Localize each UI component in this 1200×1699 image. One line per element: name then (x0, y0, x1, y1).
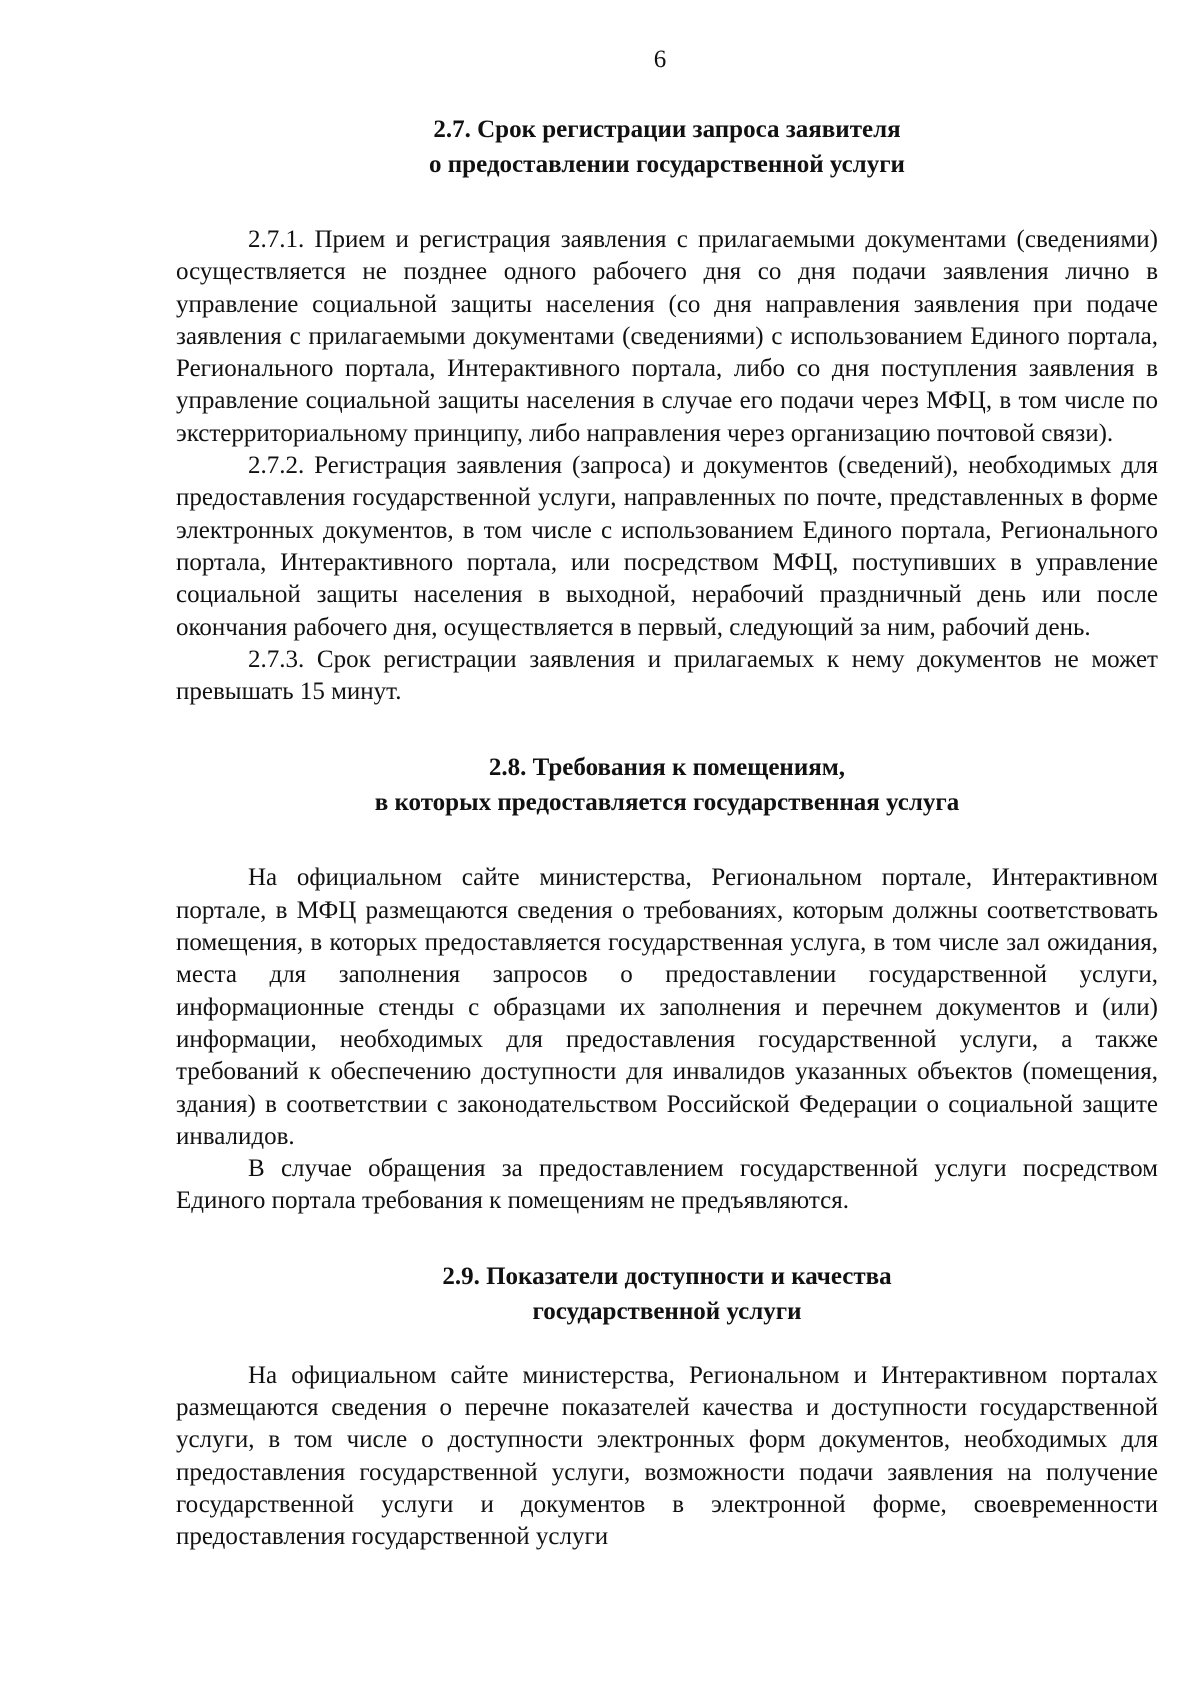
heading-line: 2.7. Срок регистрации запроса заявителя (433, 116, 901, 143)
heading-line: в которых предоставляется государственная услуга (374, 789, 960, 817)
paragraph-2-7-2: 2.7.2. Регистрация заявления (запроса) и документов (сведений), необходимых для предоставления государственной услуги, направленных по почте, представленных в форме электронных документов, в том числе с использованием Единого портала, Регионального портала, Интерактивного портала, или посредством МФЦ, поступивших в управление социальной защиты населения в выходной, нерабочий праздничный день или после окончания рабочего дня, осуществляется в первый, следующий за ним, рабочий день. (176, 452, 1158, 641)
section-heading-2-9 (176, 1259, 1158, 1329)
document-body (176, 112, 1158, 1554)
paragraph-2-8-2: В случае обращения за предоставлением государственной услуги посредством Единого портала требования к помещениям не предъявляются. (176, 1155, 1158, 1215)
paragraph-2-8-1: На официальном сайте министерства, Региональном портале, Интерактивном портале, в МФЦ размещаются сведения о требованиях, которым должны соответствовать помещения, в которых предоставляется государственная услуга, в том числе зал ожидания, места для заполнения запросов о предоставлении государственной услуги, информационные стенды с образцами их заполнения и перечнем документов и (или) информации, необходимых для предоставления государственной услуги, а также требований к обеспечению доступности для инвалидов указанных объектов (помещения, здания) в соответствии с законодательством Российской Федерации о социальной защите инвалидов. (176, 864, 1158, 1150)
heading-line: о предоставлении государственной услуги (429, 151, 905, 178)
paragraph-2-7-3: 2.7.3. Срок регистрации заявления и прилагаемых к нему документов не может превышать 15 минут. (176, 645, 1158, 706)
page-number: 6 (653, 46, 667, 73)
paragraph-2-9-1: На официальном сайте министерства, Региональном и Интерактивном порталах размещаются сведения о перечне показателей качества и доступности государственной услуги, в том числе о доступности электронных форм документов, необходимых для предоставления государственной услуги, возможности подачи заявления на получение государственной услуги и документов в электронной форме, своевременности предоставления государственной услуги (176, 1361, 1158, 1551)
section-heading-2-7 (176, 112, 1158, 182)
heading-line: 2.8. Требования к помещениям, (488, 754, 846, 782)
heading-line: государственной услуги (532, 1297, 802, 1325)
heading-line: 2.9. Показатели доступности и качества (442, 1262, 892, 1290)
section-heading-2-8 (176, 750, 1158, 820)
paragraph-2-7-1: 2.7.1. Прием и регистрация заявления с прилагаемыми документами (сведениями) осуществляется не позднее одного рабочего дня со дня подачи заявления лично в управление социальной защиты населения (со дня направления заявления при подаче заявления с прилагаемыми документами (сведениями) с использованием Единого портала, Регионального портала, Интерактивного портала, либо со дня поступления заявления в управление социальной защиты населения в случае его подачи через МФЦ, в том числе по экстерриториальному принципу, либо направления через организацию почтовой связи). (176, 226, 1158, 447)
